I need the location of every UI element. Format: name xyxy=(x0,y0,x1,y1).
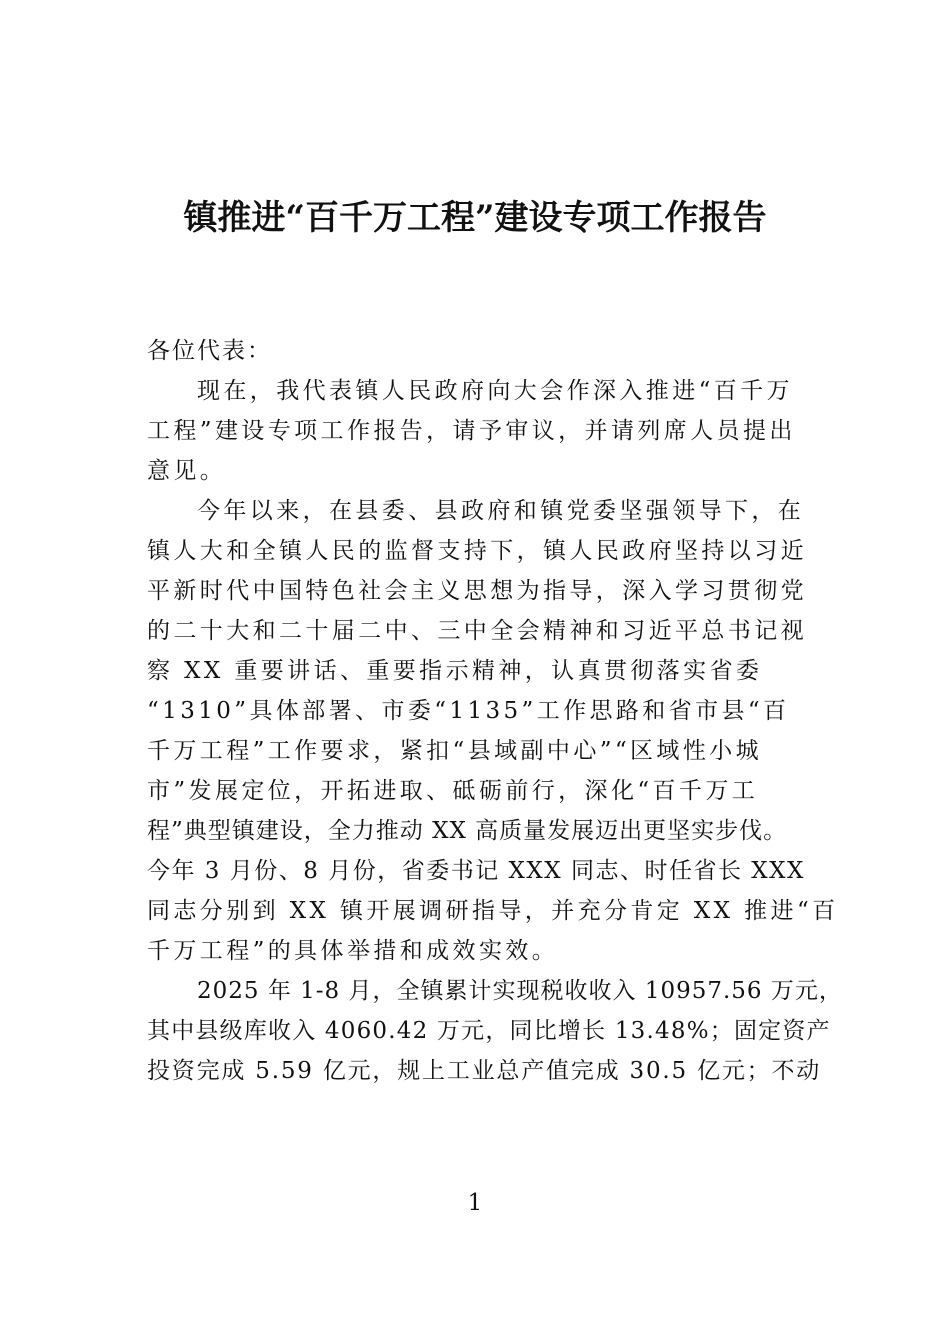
paragraph-line: 的二十大和二十届二中、三中全会精神和习近平总书记视 xyxy=(147,618,807,644)
paragraph-line: “1310”具体部署、市委“1135”工作思路和省市县“百 xyxy=(147,698,790,724)
paragraph-line: 其中县级库收入 4060.42 万元，同比增长 13.48%；固定资产 xyxy=(147,1018,831,1044)
paragraph-line: 今年以来，在县委、县政府和镇党委坚强领导下，在 xyxy=(197,498,805,524)
paragraph-line: 2025 年 1-8 月，全镇累计实现税收收入 10957.56 万元， xyxy=(197,978,843,1004)
paragraph-line: 同志分别到 XX 镇开展调研指导，并充分肯定 XX 推进“百 xyxy=(147,898,839,924)
paragraph-line: 程”典型镇建设，全力推动 XX 高质量发展迈出更坚实步伐。 xyxy=(147,818,788,844)
greeting-line: 各位代表： xyxy=(147,338,272,364)
page-number: 1 xyxy=(467,1190,483,1216)
paragraph-line: 市”发展定位，开拓进取、砥砺前行，深化“百千万工 xyxy=(147,778,759,804)
document-title: 镇推进“百千万工程”建设专项工作报告 xyxy=(183,198,767,238)
paragraph-line: 投资完成 5.59 亿元，规上工业总产值完成 30.5 亿元；不动 xyxy=(147,1058,822,1084)
paragraph-line: 千万工程”工作要求，紧扣“县域副中心”“区域性小城 xyxy=(147,738,763,764)
paragraph-line: 平新时代中国特色社会主义思想为指导，深入学习贯彻党 xyxy=(147,578,807,604)
paragraph-line: 今年 3 月份、8 月份，省委书记 XXX 同志、时任省长 XXX xyxy=(147,858,805,884)
paragraph-line: 工程”建设专项工作报告，请予审议，并请列席人员提出 xyxy=(147,418,796,444)
paragraph-line: 意见。 xyxy=(147,458,227,484)
paragraph-line: 千万工程”的具体举措和成效实效。 xyxy=(147,938,559,964)
document-body xyxy=(147,331,843,1091)
paragraph-line: 察 XX 重要讲话、重要指示精神，认真贯彻落实省委 xyxy=(147,658,763,684)
paragraph-line: 镇人大和全镇人民的监督支持下，镇人民政府坚持以习近 xyxy=(147,538,807,564)
paragraph-line: 现在，我代表镇人民政府向大会作深入推进“百千万 xyxy=(197,378,793,404)
